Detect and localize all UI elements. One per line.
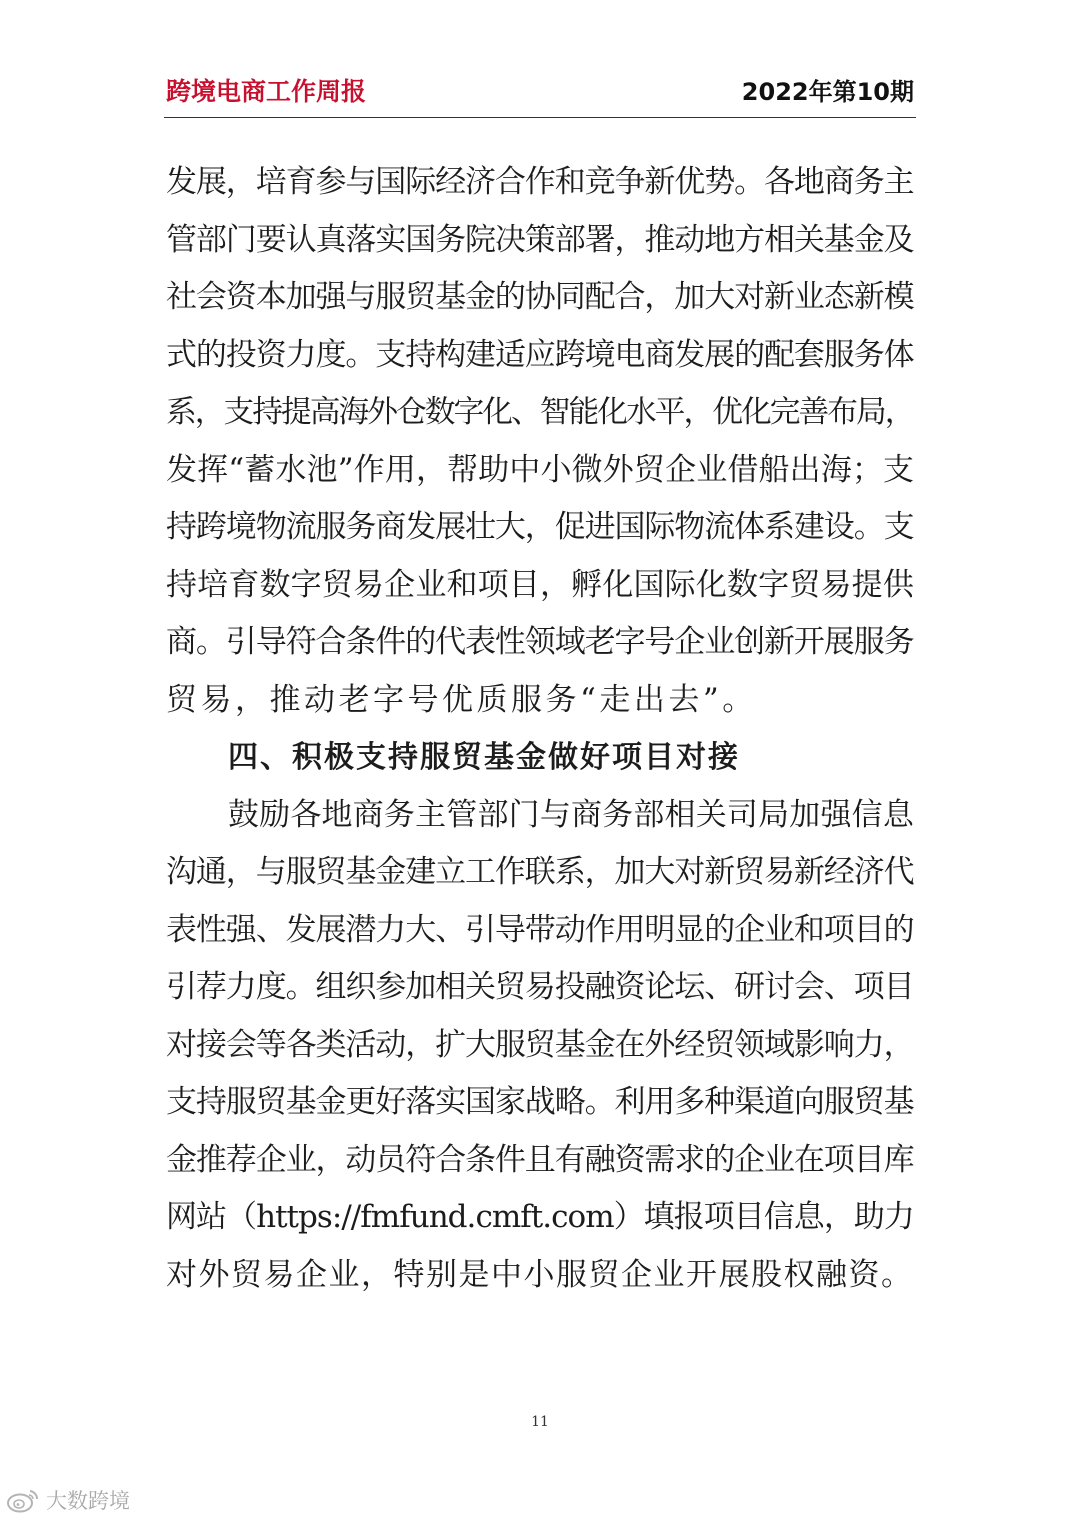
issue-number: 2022年第10期	[741, 78, 914, 106]
paragraph-line: 管部门要认真落实国务院决策部署，推动地方相关基金及	[166, 221, 914, 258]
paragraph-line: 持培育数字贸易企业和项目，孵化国际化数字贸易提供	[166, 566, 914, 603]
paragraph-line: 发挥“蓄水池”作用，帮助中小微外贸企业借船出海；支	[166, 451, 915, 488]
paragraph-line: 对外贸易企业，特别是中小服贸企业开展股权融资。	[166, 1256, 914, 1293]
watermark	[6, 1485, 130, 1515]
paragraph-line: 持跨境物流服务商发展壮大，促进国际物流体系建设。支	[166, 509, 914, 545]
paragraph-line: 系，支持提高海外仓数字化、智能化水平，优化完善布局，	[166, 394, 914, 430]
paragraph-line: 支持服贸基金更好落实国家战略。利用多种渠道向服贸基	[166, 1084, 914, 1120]
paragraph-line: 鼓励各地商务主管部门与商务部相关司局加强信息	[228, 796, 914, 833]
paragraph-line: 贸易，推动老字号优质服务“走出去”。	[166, 681, 757, 718]
paragraph-line: 金推荐企业，动员符合条件且有融资需求的企业在项目库	[166, 1141, 914, 1178]
publication-title: 跨境电商工作周报	[166, 77, 367, 106]
paragraph-line: 对接会等各类活动，扩大服贸基金在外经贸领域影响力，	[166, 1026, 914, 1063]
paragraph-line: 式的投资力度。支持构建适应跨境电商发展的配套服务体	[166, 336, 914, 373]
paragraph-line: 发展，培育参与国际经济合作和竞争新优势。各地商务主	[166, 164, 914, 200]
paragraph-line: 表性强、发展潜力大、引导带动作用明显的企业和项目的	[166, 911, 914, 948]
section-heading: 四、积极支持服贸基金做好项目对接	[228, 740, 740, 775]
page-number: 11	[531, 1414, 549, 1430]
paragraph-line: 沟通，与服贸基金建立工作联系，加大对新贸易新经济代	[166, 854, 914, 890]
weibo-logo-icon	[6, 1487, 40, 1513]
header-divider	[164, 117, 916, 118]
watermark-label: 大数跨境	[46, 1489, 130, 1513]
body-text	[166, 154, 914, 1304]
paragraph-line: 商。引导符合条件的代表性领域老字号企业创新开展服务	[166, 624, 914, 660]
paragraph-line: 社会资本加强与服贸基金的协同配合，加大对新业态新模	[166, 279, 914, 315]
paragraph-line: 引荐力度。组织参加相关贸易投融资论坛、研讨会、项目	[166, 969, 914, 1005]
paragraph-line: 网站（https://fmfund.cmft.com）填报项目信息，助力	[166, 1199, 914, 1235]
